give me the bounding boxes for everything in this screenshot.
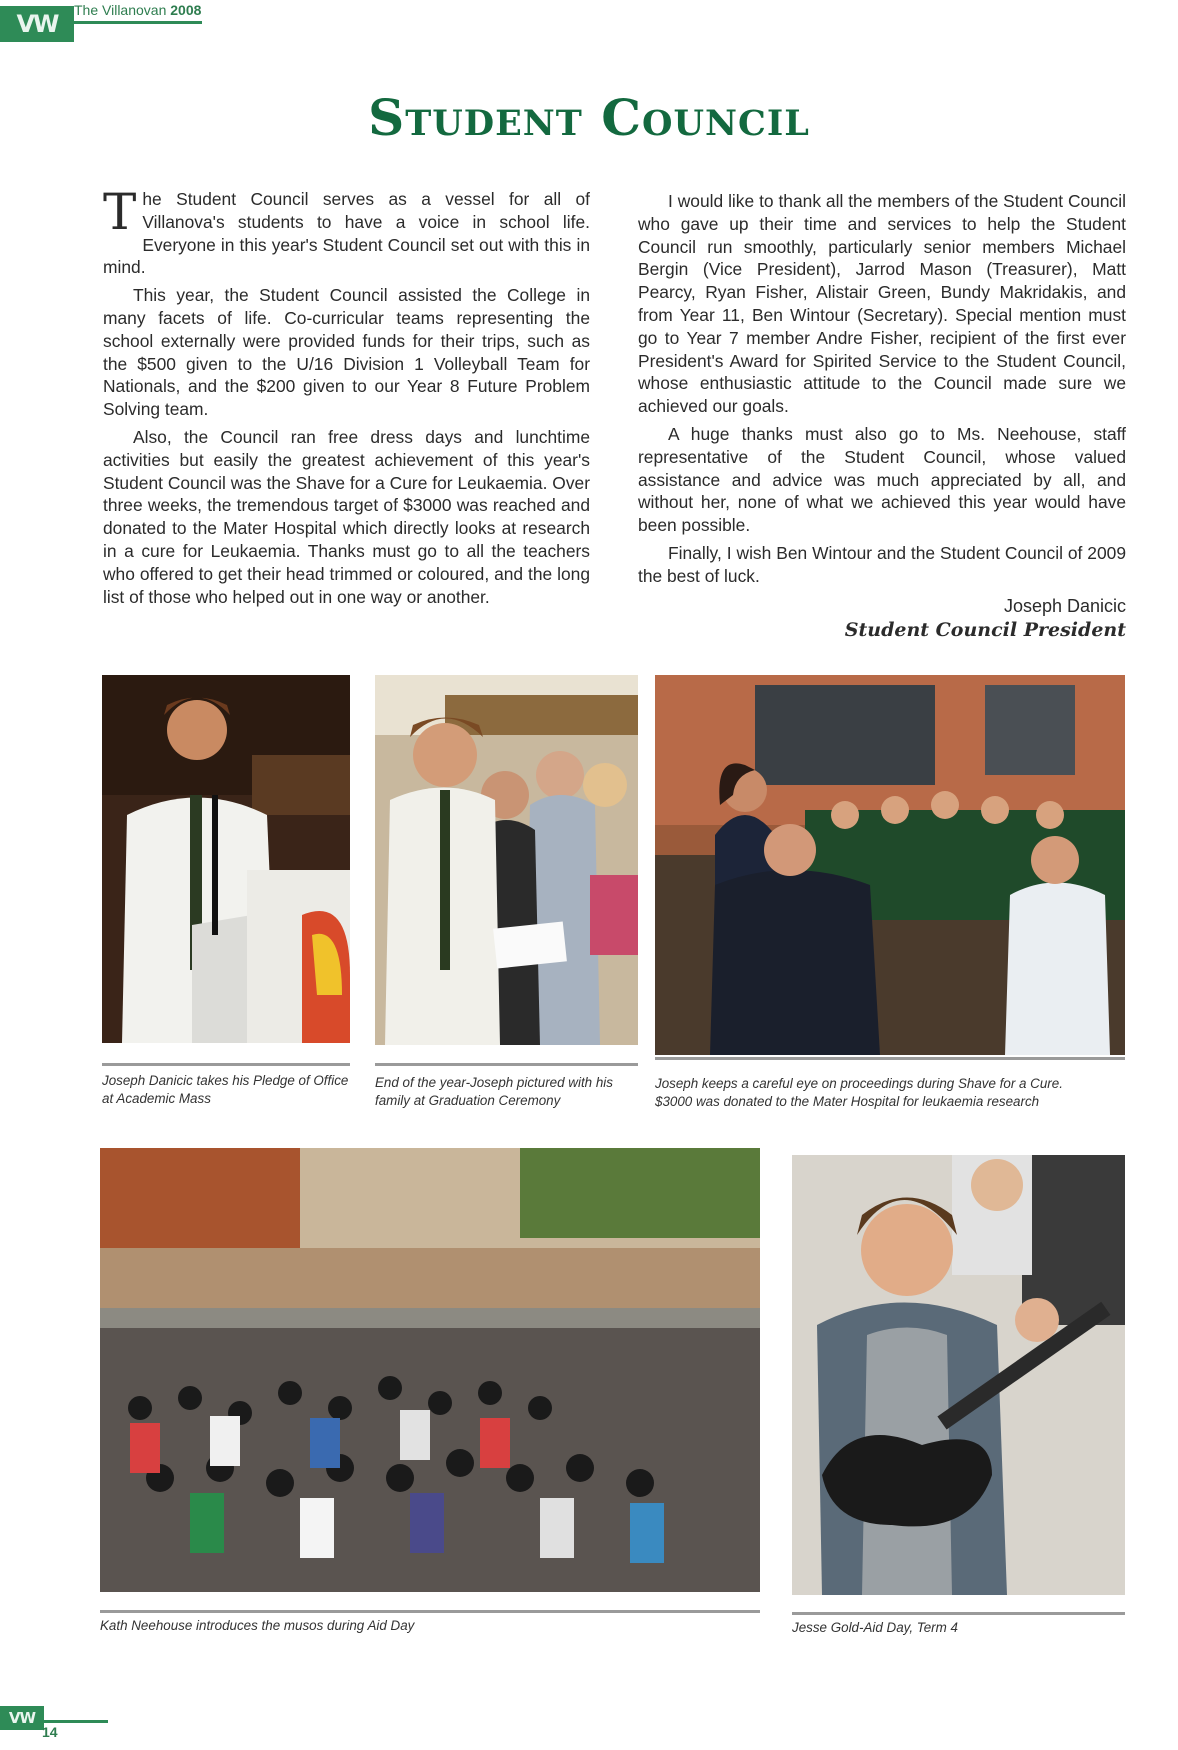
running-header [74, 2, 201, 18]
header-rule [74, 21, 202, 24]
caption-rule [792, 1612, 1125, 1615]
paragraph-5: A huge thanks must also go to Ms. Neehouse, staff representative of the Student Council, whose valued assistance and advice was much appreciated by all, and without her, none of what we achieved this year would have been possible. [638, 423, 1126, 536]
signature-role: Student Council President [844, 618, 1126, 641]
caption-photo-2: End of the year-Joseph pictured with his family at Graduation Ceremony [375, 1075, 613, 1108]
header-logo: VW [0, 6, 74, 42]
paragraph-1-text: he Student Council serves as a vessel for all of Villanova's students to have a voice in school life. Everyone in this year's Student Council set out with this in mind. [103, 189, 590, 278]
drop-cap: T [103, 183, 137, 241]
caption-rule [100, 1610, 760, 1613]
caption-rule [375, 1063, 638, 1066]
signature-name: Joseph Danicic [1003, 595, 1126, 616]
paragraph-2: This year, the Student Council assisted the College in many facets of life. Co-curricular teams representing the school externally were provided funds for their trips, such as the $500 given to the U/16 Division 1 Volleyball Team for Nationals, and the $200 given to our Year 8 Future Problem Solving team. [103, 285, 590, 420]
caption-photo-3-line-2: $3000 was donated to the Mater Hospital for leukaemia research [655, 1094, 1040, 1109]
article-right-column [638, 190, 1126, 643]
publication-year: 2008 [170, 2, 202, 18]
paragraph-6: Finally, I wish Ben Wintour and the Student Council of 2009 the best of luck. [638, 542, 1126, 586]
photo-guitarist [792, 1155, 1125, 1595]
photo-shave-for-a-cure [655, 675, 1125, 1055]
publication-name: The Villanovan [74, 2, 167, 18]
caption-photo-5: Jesse Gold-Aid Day, Term 4 [792, 1620, 958, 1635]
photo-aid-day-crowd [100, 1148, 760, 1592]
paragraph-4: I would like to thank all the members of the Student Council who gave up their time and services to help the Student Council run smoothly, particularly senior members Michael Bergin (Vice President), Jarrod Mason (Treasurer), Matt Pearcy, Ryan Fisher, Alistair Green, Bundy Makridakis, and from Year 11, Ben Wintour (Secretary). Special mention must go to Year 7 member Andre Fisher, recipient of the first ever President's Award for Spirited Service to the Student Council, whose enthusiastic attitude to the Council made sure we achieved our goals. [638, 191, 1126, 417]
footer-logo: VW [0, 1706, 44, 1730]
photo-pledge-of-office [102, 675, 350, 1043]
page-number: 14 [42, 1724, 58, 1740]
caption-photo-1: Joseph Danicic takes his Pledge of Office at Academic Mass [102, 1073, 349, 1106]
paragraph-3: Also, the Council ran free dress days and lunchtime activities but easily the greatest achievement of this year's Student Council was the Shave for a Cure for Leukaemia. Over three weeks, the tremendous target of $3000 was reached and donated to the Mater Hospital which directly looks at research in a cure for Leukaemia. Thanks must go to all the teachers who offered to get their head trimmed or coloured, and the long list of those who helped out in one way or another. [103, 426, 590, 607]
caption-photo-4: Kath Neehouse introduces the musos during Aid Day [100, 1618, 415, 1633]
page-title: Student Council [368, 88, 810, 147]
footer-rule [44, 1720, 108, 1723]
caption-photo-3 [655, 1075, 1125, 1111]
caption-rule [102, 1063, 350, 1066]
caption-photo-3-line-1: Joseph keeps a careful eye on proceedings during Shave for a Cure. [655, 1076, 1063, 1091]
signature-block [638, 594, 1126, 643]
caption-rule [655, 1057, 1125, 1060]
photo-graduation-family [375, 675, 638, 1045]
article-left-column [103, 183, 590, 613]
paragraph-1 [103, 183, 590, 279]
